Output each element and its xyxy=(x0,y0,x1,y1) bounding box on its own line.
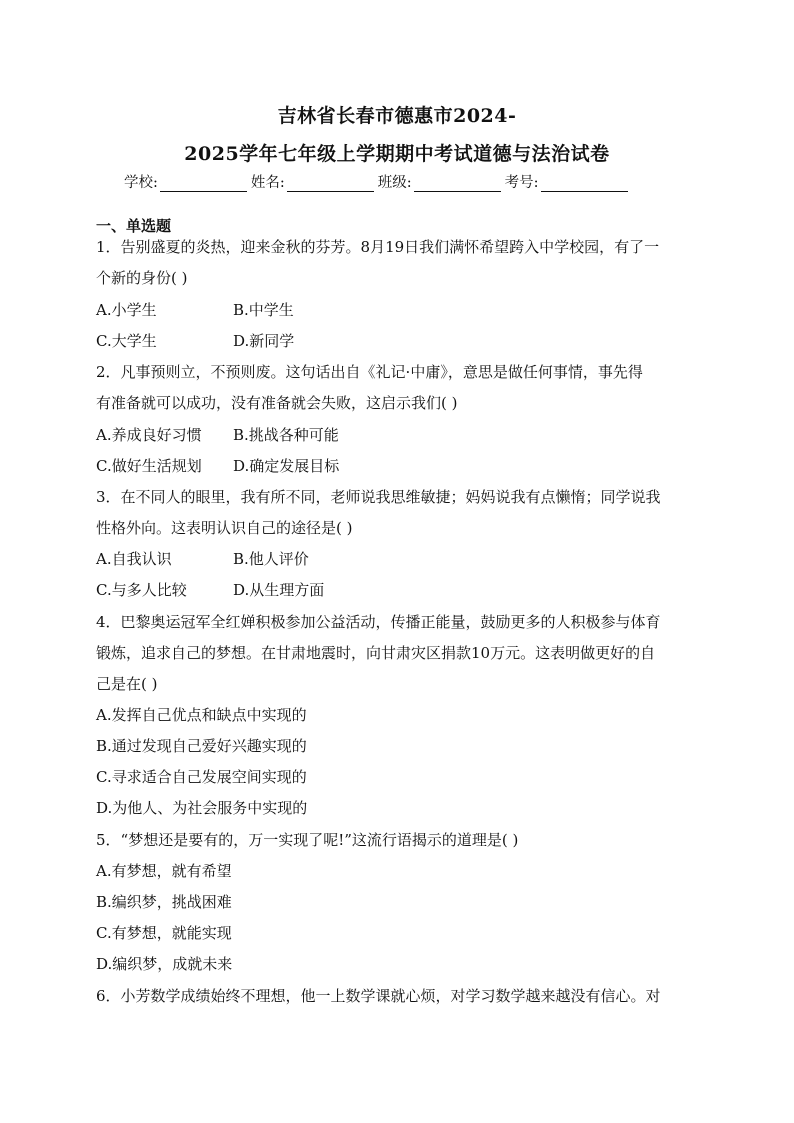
school-label: 学校: xyxy=(124,175,158,191)
question-4-option-b: B.通过发现自己爱好兴趣实现的 xyxy=(96,737,307,755)
question-4-option-c: C.寻求适合自己发展空间实现的 xyxy=(96,768,307,786)
question-2-line-2: 有准备就可以成功，没有准备就会失败，这启示我们( ) xyxy=(96,394,458,412)
exam-title-line1: 吉林省长春市德惠市2024- xyxy=(277,105,517,127)
question-2-line-1: 2．凡事预则立，不预则废。这句话出自《礼记·中庸》，意思是做任何事情，事先得 xyxy=(96,363,643,381)
question-2-option-c: C.做好生活规划 xyxy=(96,457,202,475)
question-1-line-2: 个新的身份( ) xyxy=(96,269,188,287)
question-3-option-b: B.他人评价 xyxy=(233,550,309,568)
question-3-option-c: C.与多人比较 xyxy=(96,581,187,599)
name-blank[interactable] xyxy=(287,176,374,192)
number-label: 考号: xyxy=(504,175,539,191)
question-5-option-c: C.有梦想，就能实现 xyxy=(96,924,232,942)
question-5-line-1: 5．“梦想还是要有的，万一实现了呢!”这流行语揭示的道理是( ) xyxy=(96,831,519,849)
exam-title-line2: 2025学年七年级上学期期中考试道德与法治试卷 xyxy=(184,143,610,165)
question-2-option-d: D.确定发展目标 xyxy=(233,457,340,475)
question-1-option-d: D.新同学 xyxy=(233,332,295,350)
number-blank[interactable] xyxy=(541,176,628,192)
class-label: 班级: xyxy=(377,175,412,191)
question-4-line-3: 己是在( ) xyxy=(96,675,158,693)
question-1-option-c: C.大学生 xyxy=(96,332,157,350)
question-1-line-1: 1．告别盛夏的炎热，迎来金秋的芬芳。8月19日我们满怀希望跨入中学校园，有了一 xyxy=(96,238,660,256)
question-6-line-1: 6．小芳数学成绩始终不理想，他一上数学课就心烦，对学习数学越来越没有信心。对 xyxy=(96,987,661,1005)
question-4-line-2: 锻炼，追求自己的梦想。在甘肃地震时，向甘肃灾区捐款10万元。这表明做更好的自 xyxy=(96,644,656,662)
name-label: 姓名: xyxy=(250,175,285,191)
question-2-option-a: A.养成良好习惯 xyxy=(96,426,202,444)
question-1-option-a: A.小学生 xyxy=(96,301,157,319)
question-4-line-1: 4．巴黎奥运冠军全红婵积极参加公益活动，传播正能量，鼓励更多的人积极参与体育 xyxy=(96,613,661,631)
question-5-option-d: D.编织梦，成就未来 xyxy=(96,955,233,973)
question-3-option-a: A.自我认识 xyxy=(96,550,172,568)
question-3-line-2: 性格外向。这表明认识自己的途径是( ) xyxy=(96,519,353,537)
section-heading: 一、单选题 xyxy=(96,217,172,235)
class-blank[interactable] xyxy=(414,176,501,192)
school-blank[interactable] xyxy=(160,176,247,192)
question-3-option-d: D.从生理方面 xyxy=(233,581,325,599)
student-info-row xyxy=(124,171,632,192)
question-3-line-1: 3．在不同人的眼里，我有所不同，老师说我思维敏捷；妈妈说我有点懒惰；同学说我 xyxy=(96,488,661,506)
question-5-option-a: A.有梦想，就有希望 xyxy=(96,862,232,880)
question-2-option-b: B.挑战各种可能 xyxy=(233,426,339,444)
question-5-option-b: B.编织梦，挑战困难 xyxy=(96,893,232,911)
question-4-option-d: D.为他人、为社会服务中实现的 xyxy=(96,799,308,817)
question-4-option-a: A.发挥自己优点和缺点中实现的 xyxy=(96,706,307,724)
question-1-option-b: B.中学生 xyxy=(233,301,294,319)
